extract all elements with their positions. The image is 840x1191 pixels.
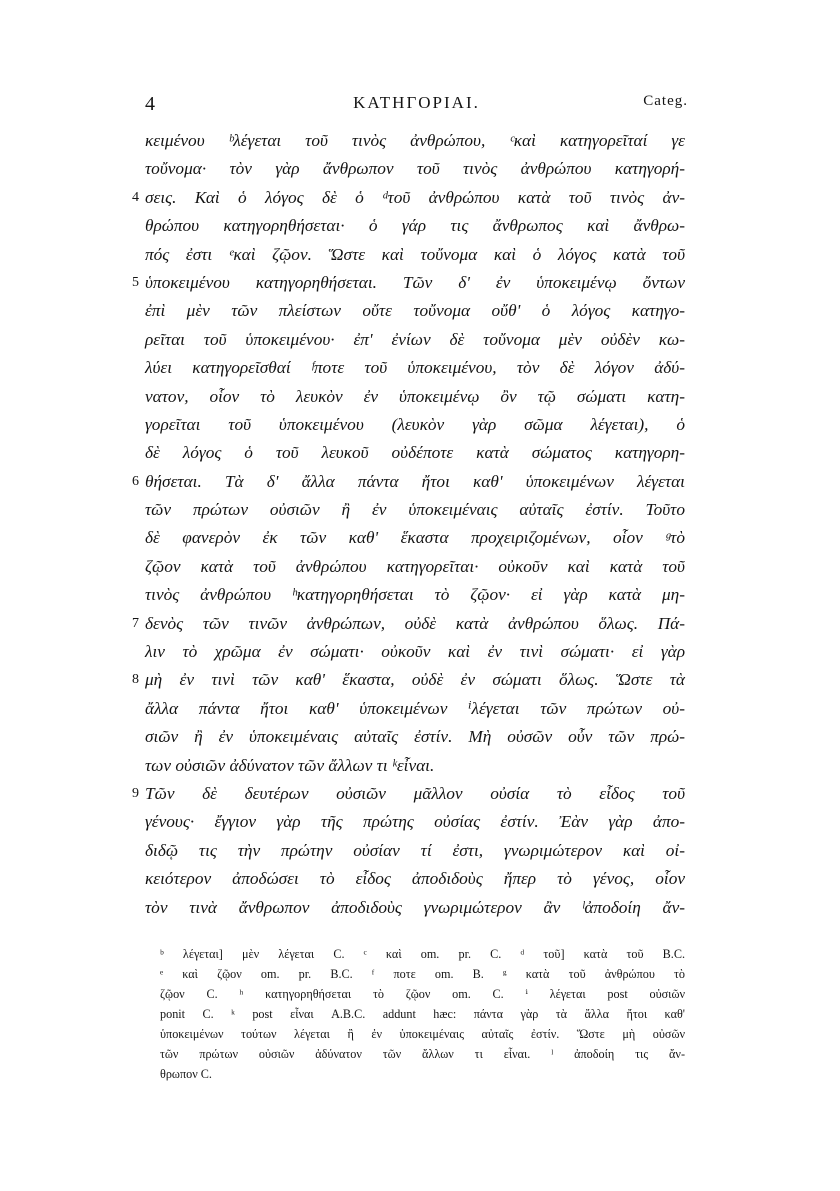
footnotes bbox=[160, 944, 685, 1084]
text-line-content: δενὸς τῶν τινῶν ἀνθρώπων, οὐδὲ κατὰ ἀνθρώπου ὅλως. Πά- bbox=[145, 613, 685, 633]
running-head bbox=[145, 93, 688, 119]
text-line-content: ἄλλα πάντα ἤτοι καθ' ὑποκειμένων ⁱλέγεται τῶν πρώτων οὐ- bbox=[145, 698, 685, 718]
text-line-content: τὸν τινὰ ἄνθρωπον ἀποδιδοὺς γνωριμώτερον ἂν ˡἀποδοίη ἄν- bbox=[145, 897, 685, 917]
footnote-line: ὑποκειμένων τούτων λέγεται ἢ ἐν ὑποκειμέναις αὐταῖς ἐστίν. Ὥστε μὴ οὐσῶν bbox=[160, 1027, 685, 1041]
text-line bbox=[145, 354, 685, 382]
text-line-content: μὴ ἐν τινὶ τῶν καθ' ἕκαστα, οὐδὲ ἐν σώματι ὅλως. Ὥστε τὰ bbox=[145, 670, 685, 690]
text-line-content: δὲ λόγος ὁ τοῦ λευκοῦ οὐδέποτε κατὰ σώματος κατηγορη- bbox=[145, 443, 685, 463]
text-line-content: γορεῖται τοῦ ὑποκειμένου (λευκὸν γὰρ σῶμα λέγεται), ὁ bbox=[145, 414, 685, 434]
text-line bbox=[145, 524, 685, 552]
text-line bbox=[145, 723, 685, 751]
text-line bbox=[145, 496, 685, 524]
text-line bbox=[145, 241, 685, 269]
text-line bbox=[145, 411, 685, 439]
margin-line-number: 7 bbox=[132, 615, 139, 631]
text-line-content: θήσεται. Τὰ δ' ἄλλα πάντα ἤτοι καθ' ὑποκειμένων λέγεται bbox=[145, 471, 685, 491]
text-line-content: νατον, οἷον τὸ λευκὸν ἐν ὑποκειμένῳ ὂν τῷ σώματι κατη- bbox=[145, 386, 685, 406]
text-line-content: πός ἐστι ᵉκαὶ ζῷον. Ὥστε καὶ τοὔνομα καὶ ὁ λόγος κατὰ τοῦ bbox=[145, 244, 685, 264]
page-number: 4 bbox=[145, 93, 155, 115]
text-line bbox=[145, 553, 685, 581]
text-line bbox=[145, 155, 685, 183]
footnote-line: ζῷον C. ʰ κατηγορηθήσεται τὸ ζῷον om. C. ⁱ λέγεται post οὐσιῶν bbox=[160, 987, 685, 1001]
text-line-content: ζῷον κατὰ τοῦ ἀνθρώπου κατηγορεῖται· οὐκοῦν καὶ κατὰ τοῦ bbox=[145, 556, 685, 576]
margin-line-number: 5 bbox=[132, 274, 139, 290]
text-line-content: σεις. Καὶ ὁ λόγος δὲ ὁ ᵈτοῦ ἀνθρώπου κατὰ τοῦ τινὸς ἀν- bbox=[145, 187, 685, 207]
text-line-content: κειότερον ἀποδώσει τὸ εἶδος ἀποδιδοὺς ἤπερ τὸ γένος, οἷον bbox=[145, 869, 685, 889]
text-line bbox=[132, 780, 685, 808]
text-line bbox=[145, 752, 685, 780]
text-line bbox=[145, 894, 685, 922]
text-line bbox=[145, 127, 685, 155]
footnote-line: θρωπον C. bbox=[160, 1067, 212, 1081]
margin-line-number: 9 bbox=[132, 785, 139, 801]
text-line bbox=[145, 638, 685, 666]
margin-line-number: 4 bbox=[132, 189, 139, 205]
text-line bbox=[145, 808, 685, 836]
text-line bbox=[145, 297, 685, 325]
text-line-content: τινὸς ἀνθρώπου ʰκατηγορηθήσεται τὸ ζῷον· εἰ γὰρ κατὰ μη- bbox=[145, 585, 685, 605]
text-line bbox=[145, 326, 685, 354]
footnote-line: τῶν πρώτων οὐσιῶν ἀδύνατον τῶν ἄλλων τι εἶναι. ˡ ἀποδοίη τις ἄν- bbox=[160, 1047, 685, 1061]
footnote-line: ᵇ λέγεται] μὲν λέγεται C. ᶜ καὶ om. pr. C. ᵈ τοῦ] κατὰ τοῦ B.C. bbox=[160, 947, 685, 961]
text-line bbox=[132, 184, 685, 212]
text-line bbox=[145, 383, 685, 411]
text-line-content: σιῶν ἢ ἐν ὑποκειμέναις αὐταῖς ἐστίν. Μὴ οὐσῶν οὖν τῶν πρώ- bbox=[145, 727, 685, 747]
text-line bbox=[145, 439, 685, 467]
text-line bbox=[145, 695, 685, 723]
text-line bbox=[132, 610, 685, 638]
text-line-content: θρώπου κατηγορηθήσεται· ὁ γάρ τις ἄνθρωπος καὶ ἄνθρω- bbox=[145, 216, 685, 236]
text-line-content: κειμένου ᵇλέγεται τοῦ τινὸς ἀνθρώπου, ᶜκαὶ κατηγορεῖταί γε bbox=[145, 131, 685, 150]
running-head-short-title: Categ. bbox=[643, 93, 688, 109]
text-line-content: των οὐσιῶν ἀδύνατον τῶν ἄλλων τι ᵏεἶναι. bbox=[145, 755, 435, 775]
text-line bbox=[145, 837, 685, 865]
text-line bbox=[145, 581, 685, 609]
text-line-content: γένους· ἔγγιον γὰρ τῆς πρώτης οὐσίας ἐστίν. Ἐὰν γὰρ ἀπο- bbox=[145, 812, 685, 832]
text-line-content: διδῷ τις τὴν πρώτην οὐσίαν τί ἐστι, γνωριμώτερον καὶ οἰ- bbox=[145, 840, 685, 860]
main-text bbox=[132, 127, 685, 922]
text-line-content: τῶν πρώτων οὐσιῶν ἢ ἐν ὑποκειμέναις αὐταῖς ἐστίν. Τοῦτο bbox=[145, 500, 685, 520]
text-line-content: λύει κατηγορεῖσθαί ᶠποτε τοῦ ὑποκειμένου, τὸν δὲ λόγον ἀδύ- bbox=[145, 358, 685, 378]
text-line-content: ὑποκειμένου κατηγορηθήσεται. Τῶν δ' ἐν ὑποκειμένῳ ὄντων bbox=[145, 272, 685, 292]
text-line bbox=[145, 865, 685, 893]
text-line bbox=[145, 212, 685, 240]
text-line-content: λιν τὸ χρῶμα ἐν σώματι· οὐκοῦν καὶ ἐν τινὶ σώματι· εἰ γὰρ bbox=[145, 642, 685, 662]
text-line-content: ρεῖται τοῦ ὑποκειμένου· ἐπ' ἐνίων δὲ τοὔνομα μὲν οὐδὲν κω- bbox=[145, 329, 685, 349]
footnote-line: ponit C. ᵏ post εἶναι A.B.C. addunt hæc: πάντα γὰρ τὰ ἄλλα ἤτοι καθ' bbox=[160, 1007, 685, 1021]
text-line-content: Τῶν δὲ δευτέρων οὐσιῶν μᾶλλον οὐσία τὸ εἶδος τοῦ bbox=[145, 783, 685, 803]
text-line bbox=[132, 269, 685, 297]
text-line-content: ἐπὶ μὲν τῶν πλείστων οὔτε τοὔνομα οὔθ' ὁ λόγος κατηγο- bbox=[145, 301, 685, 321]
text-line-content: δὲ φανερὸν ἐκ τῶν καθ' ἕκαστα προχειριζομένων, οἷον ᵍτὸ bbox=[145, 528, 685, 548]
page-title: ΚΑΤΗΓΟΡΙΑΙ. bbox=[353, 93, 480, 112]
footnote-line: ᵉ καὶ ζῷον om. pr. B.C. ᶠ ποτε om. B. ᵍ κατὰ τοῦ ἀνθρώπου τὸ bbox=[160, 967, 685, 981]
margin-line-number: 8 bbox=[132, 672, 139, 688]
text-line bbox=[132, 468, 685, 496]
text-line bbox=[132, 666, 685, 694]
text-line-content: τοὔνομα· τὸν γὰρ ἄνθρωπον τοῦ τινὸς ἀνθρώπου κατηγορή- bbox=[145, 159, 685, 179]
margin-line-number: 6 bbox=[132, 473, 139, 489]
